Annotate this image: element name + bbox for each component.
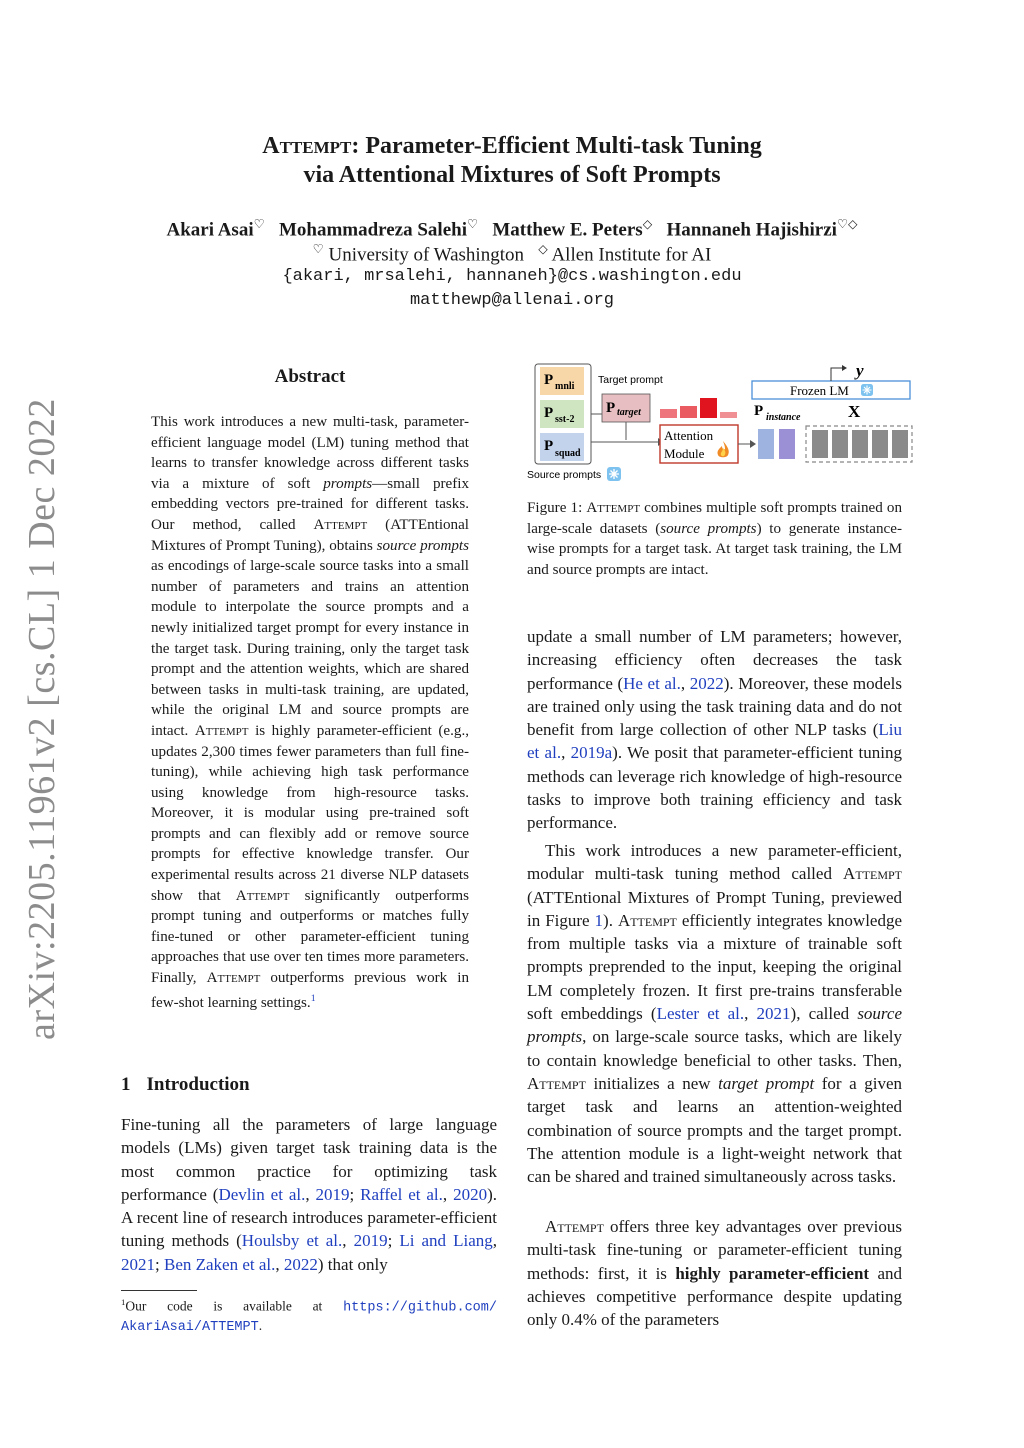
footnote-text: Our code is available at (125, 1298, 344, 1314)
method-name: Attempt (194, 722, 249, 739)
footnote (121, 1294, 497, 1336)
email-line-2: matthewp@allenai.org (409, 291, 615, 310)
instance-prompt-token (758, 429, 774, 459)
p-letter: P (544, 372, 554, 388)
body-text: and achieves competitive performance despite updating only 0.4% of the parameters (527, 1263, 903, 1330)
source-label-sst2: sst-2 (555, 414, 575, 425)
attention-weight-bars (660, 398, 737, 418)
abstract-emph: prompts (323, 475, 373, 492)
p-letter: P (606, 400, 616, 416)
citation-link[interactable]: Ben Zaken et al. (163, 1254, 276, 1274)
attention-module-label: Attention (664, 428, 714, 443)
body-text: (ATTEntional Mixtures of Prompt Tuning, previewed in Figure (527, 887, 902, 930)
method-name: Attempt (843, 864, 902, 884)
target-sub-label: target (617, 407, 641, 418)
footnote-ref[interactable]: 1 (310, 992, 316, 1004)
abstract-text: is highly parameter-efficient (e.g., updates 2,300 times fewer parameters than full fine-tuning), while achieving high task performance using knowledge from high-resource tasks. Moreover, it is modular using pre-trained soft prompts and can flexibly add or remove source prompts for effective knowledge transfer. Our experimental results across 21 diverse NLP datasets show that (151, 722, 469, 904)
citation-year-link[interactable]: 2021 (121, 1254, 155, 1274)
attention-weight-bar (660, 409, 677, 418)
author-affil-mark: ♡ (467, 217, 479, 231)
affil-mark-uw: ♡ (312, 242, 324, 256)
arrow-head (842, 365, 847, 371)
caption-emph: source prompts (660, 520, 757, 537)
citation-link[interactable]: Liu et al. (527, 720, 902, 763)
abstract-heading: Abstract (274, 366, 346, 387)
frozen-snowflake-icon (607, 467, 621, 481)
intro-paragraph (527, 1215, 902, 1331)
author-name: Matthew E. Peters (492, 219, 643, 241)
body-text: , on large-scale source tasks, which are likely to contain knowledge beneficial to other tasks. Then, (527, 1027, 902, 1070)
abstract-body (151, 412, 469, 1013)
output-arrow (831, 368, 843, 381)
attention-weight-bar (680, 406, 697, 418)
citation-link[interactable]: Devlin et al. (218, 1184, 306, 1204)
body-text: efficiently integrates knowledge from multiple tasks via a mixture of trainable soft prompts preprended to the input, keeping the original LM completely frozen. It first pre-trains transferable soft embeddings ( (527, 910, 903, 1024)
attention-module-label: Module (664, 446, 705, 461)
body-text: ). We posit that parameter-efficient tuning methods can leverage rich knowledge of high-resource tasks to improve both training efficiency and task performance. (527, 743, 902, 833)
footnote-divider (121, 1290, 197, 1291)
arrow-head (750, 440, 756, 448)
body-text: ). (603, 910, 618, 930)
citation-link[interactable]: Raffel et al. (360, 1184, 443, 1204)
citation-year-link[interactable]: 2020 (453, 1184, 488, 1204)
attention-weight-bar (720, 412, 737, 418)
output-y-label: y (856, 362, 864, 380)
method-name: Attempt (586, 500, 641, 516)
instance-sub-label: instance (766, 412, 801, 423)
author-name: Akari Asai (166, 219, 254, 241)
author-affil-mark: ♡◇ (836, 217, 858, 231)
source-label-mnli: mnli (555, 381, 575, 392)
body-text: for a given target task and learns an attention-weighted combination of source prompts and the target prompt. The attention module is a light-weight network that can be shared and trained simultaneously across tasks. (527, 1073, 902, 1187)
author-list (0, 217, 1024, 241)
input-token (832, 430, 848, 458)
abstract-text: significantly outperforms prompt tuning and outperforms or matches fully fine-tuned or other parameter-efficient tuning approaches that use over ten times more parameters. Finally, (151, 887, 469, 987)
p-letter: P (754, 403, 764, 419)
citation-link[interactable]: Houlsby et al. (241, 1231, 343, 1251)
paper-title (0, 132, 1024, 190)
citation-link[interactable]: He et al. (623, 673, 681, 693)
arxiv-stamp: arXiv:2205.11961v2 [cs.CL] 1 Dec 2022 (21, 398, 63, 1040)
figure-ref-link[interactable]: 1 (594, 910, 604, 930)
method-name: Attempt (235, 887, 290, 904)
section-number: 1 (121, 1074, 131, 1095)
body-text: ) that only (317, 1254, 388, 1274)
author-name: Mohammadreza Salehi (278, 219, 467, 241)
input-token (812, 430, 828, 458)
affil-ai2: Allen Institute for AI (551, 244, 712, 266)
affil-mark-ai2: ◇ (538, 242, 548, 256)
intro-paragraph: Fine-tuning all the parameters of large language models (LMs) given target task training data is the most common practice for optimizing task performance (Devlin et al., 2019; Raffel et al., 2020). A recent line of research introduces parameter-efficient tuning methods (Houlsby et al., 2019; Li and Liang, 2021; Ben Zaken et al., 2022) that only (121, 1115, 497, 1274)
footnote-text: . (258, 1317, 263, 1333)
title-line2: via Attentional Mixtures of Soft Prompts (303, 162, 721, 188)
body-text: ). A recent line of research introduces parameter-efficient tuning methods ( (121, 1184, 497, 1251)
method-name: Attempt (527, 1073, 586, 1093)
author-name: Hannaneh Hajishirzi (666, 219, 837, 241)
input-token (892, 430, 908, 458)
caption-text: combines multiple soft prompts trained on large-scale datasets ( (527, 500, 902, 537)
input-token (872, 430, 888, 458)
affiliations (0, 242, 1024, 266)
body-text: update a small number of LM parameters; however, increasing efficiency often decreases the task performance ( (527, 627, 902, 693)
p-letter: P (544, 438, 554, 454)
citation-year-link[interactable]: 2021 (756, 1004, 791, 1024)
input-token (852, 430, 868, 458)
citation-year-link[interactable]: 2022 (283, 1254, 318, 1274)
intro-paragraph-continued: update a small number of LM parameters; however, increasing efficiency often decreases the task performance (He et al., 2022). Moreover, these models are trained only using the task training data and do not benefit from large collection of other NLP tasks (Liu et al., 2019a). We posit that parameter-efficient tuning methods can leverage rich knowledge of high-resource tasks to improve both training efficiency and task performance. (527, 627, 903, 833)
method-name: Attempt (206, 970, 261, 987)
body-text: initializes a new (585, 1073, 719, 1093)
body-emph: target prompt (718, 1073, 815, 1093)
abstract-text: (ATTEntional Mixtures of Prompt Tuning), obtains (151, 516, 470, 554)
citation-link[interactable]: Li and Liang (399, 1231, 493, 1251)
citation-year-link[interactable]: 2019 (315, 1184, 350, 1204)
abstract-text: outperforms previous work in few-shot learning settings. (151, 970, 469, 1011)
section-heading-introduction (121, 1074, 250, 1096)
input-x-label: X (848, 402, 861, 421)
source-label-squad: squad (555, 448, 581, 459)
body-text: ). Moreover, these models are trained only using the task training data and do not benefit from large collection of other NLP tasks ( (527, 673, 903, 740)
abstract-text: This work introduces a new multi-task, parameter-efficient language model (LM) tuning method that learns to transfer knowledge across different tasks via a mixture of soft (151, 414, 469, 492)
abstract-text: —small prefix embedding vectors pre-trained for different tasks. Our method, called (151, 475, 469, 533)
body-emph: source prompts (527, 1004, 903, 1047)
affil-uw: University of Washington (328, 244, 524, 266)
body-text: Fine-tuning all the parameters of large language models (LMs) given target task training data is the most common practice for optimizing task performance ( (121, 1115, 497, 1204)
method-name: Attempt (313, 516, 368, 533)
body-text: ), called (790, 1004, 858, 1024)
figure-1-caption (527, 498, 902, 580)
citation-link[interactable]: Lester et al. (656, 1004, 745, 1024)
citation-year-link[interactable]: 2022 (689, 673, 724, 693)
author-affil-mark: ♡ (253, 217, 265, 231)
instance-prompt-token (779, 429, 795, 459)
footnote-mark: 1 (121, 1297, 126, 1307)
title-method-name: Attempt (262, 133, 352, 159)
p-letter: P (544, 405, 554, 421)
citation-year-link[interactable]: 2019 (353, 1231, 388, 1251)
figure-1-diagram (526, 362, 916, 488)
email-line-1: {akari, mrsalehi, hannaneh}@cs.washington.edu (282, 267, 742, 286)
attention-weight-bar (700, 398, 717, 418)
frozen-lm-label: Frozen LM (790, 383, 849, 398)
code-url-link[interactable]: AkariAsai/ATTEMPT (121, 1319, 259, 1335)
caption-label: Figure 1: (527, 500, 587, 516)
source-prompts-caption: Source prompts (527, 469, 602, 481)
abstract-text: as encodings of large-scale source tasks into a small number of parameters and trains an attention module to interpolate the source prompts and a newly initialized target prompt for every instance in the target task. During training, only the target task prompt and the attention weights, which are shared between tasks in multi-task training, are updated, while the original LM and source prompts are intact. (151, 558, 469, 739)
citation-year-link[interactable]: 2019a (570, 743, 613, 763)
caption-text: ) to generate instance-wise prompts for a target task. At target task training, the LM and source prompts are intact. (527, 520, 902, 578)
intro-paragraph: This work introduces a new parameter-efficient, modular multi-task tuning method called Attempt (ATTEntional Mixtures of Prompt Tuning, previewed in Figure 1). Attempt efficiently integrates knowledge from multiple tasks via a mixture of trainable soft prompts preprended to the input, keeping the original LM completely frozen. It first pre-trains transferable soft embeddings (Lester et al., 2021), called source prompts, on large-scale source tasks, which are likely to contain knowledge beneficial to other tasks. Then, Attempt initializes a new target prompt for a given target task and learns an attention-weighted combination of source prompts and the target prompt. The attention module is a light-weight network that can be shared and trained simultaneously across tasks. (527, 841, 903, 1187)
section-title: Introduction (146, 1074, 250, 1095)
author-affil-mark: ◇ (642, 217, 653, 231)
body-bold: highly parameter-efficient (675, 1263, 870, 1283)
target-prompt-caption: Target prompt (598, 374, 663, 386)
title-line1: : Parameter-Efficient Multi-task Tuning (351, 133, 762, 159)
frozen-snowflake-icon (861, 384, 873, 396)
body-text: This work introduces a new parameter-efficient, modular multi-task tuning method called (527, 841, 902, 884)
method-name: Attempt (617, 910, 677, 930)
code-url-link[interactable]: https://github.com/ (343, 1300, 497, 1316)
method-name: Attempt (545, 1217, 604, 1236)
abstract-emph: source prompts (376, 537, 469, 554)
body-text: offers three key advantages over previous multi-task fine-tuning or parameter-efficient tuning methods: first, it is (527, 1217, 902, 1283)
